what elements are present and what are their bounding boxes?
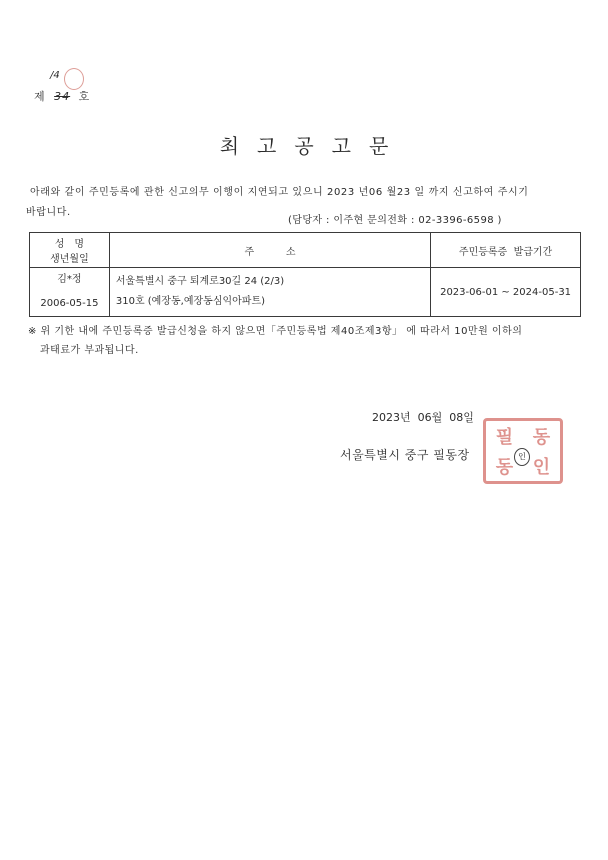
seal-char: 동 <box>532 427 551 448</box>
cell-birth: 2006-05-15 <box>40 298 99 309</box>
header-name-birth <box>30 233 110 268</box>
seal-char: 동 <box>495 457 514 478</box>
table-row <box>30 268 581 317</box>
notice-line-2: 과태료가 부과됩니다. <box>40 345 139 356</box>
cell-address-line2: 310호 (예장동,예장동심익아파트) <box>115 296 266 307</box>
cell-name: 김*정 <box>57 274 82 285</box>
page-title: 최고공고문 <box>219 134 407 158</box>
doc-number-value: 34 <box>54 90 71 103</box>
header-address: 주 소 <box>109 233 430 268</box>
issue-date: 2023년 06월 08일 <box>372 411 474 424</box>
seal-char: 인 <box>532 457 551 478</box>
table-header-row <box>30 233 581 268</box>
issuer-name: 서울특별시 중구 필동장 <box>340 448 470 462</box>
cell-name-birth <box>30 268 110 317</box>
intro-line-2: 바랍니다. <box>26 207 71 218</box>
doc-number-handwritten: /4 <box>50 70 60 81</box>
header-period: 주민등록증 발급기간 <box>431 233 581 268</box>
cell-period: 2023-06-01 ~ 2024-05-31 <box>431 268 581 317</box>
intro-line-1: 아래와 같이 주민등록에 관한 신고의무 이행이 지연되고 있으니 2023 년06 월23 일 까지 신고하여 주시기 <box>30 187 529 198</box>
cell-address <box>109 268 430 317</box>
seal-char: 필 <box>495 427 514 448</box>
cell-address-line1: 서울특별시 중구 퇴계로30길 24 (2/3) <box>115 276 285 287</box>
doc-number <box>34 88 90 104</box>
doc-number-prefix: 제 <box>34 90 46 103</box>
issuer-stamp-icon: 인 <box>514 448 530 466</box>
doc-number-suffix: 호 <box>78 90 91 103</box>
registration-table <box>29 232 581 317</box>
header-name: 성명 <box>54 239 95 250</box>
header-birth: 생년월일 <box>50 254 89 265</box>
contact-info: (담당자 : 이주현 문의전화 : 02-3396-6598 ) <box>288 215 502 226</box>
notice-line-1: ※ 위 기한 내에 주민등록증 발급신청을 하지 않으면「주민등록법 제40조제3항」 에 따라서 10만원 이하의 <box>28 326 523 337</box>
small-stamp-icon <box>64 68 84 90</box>
